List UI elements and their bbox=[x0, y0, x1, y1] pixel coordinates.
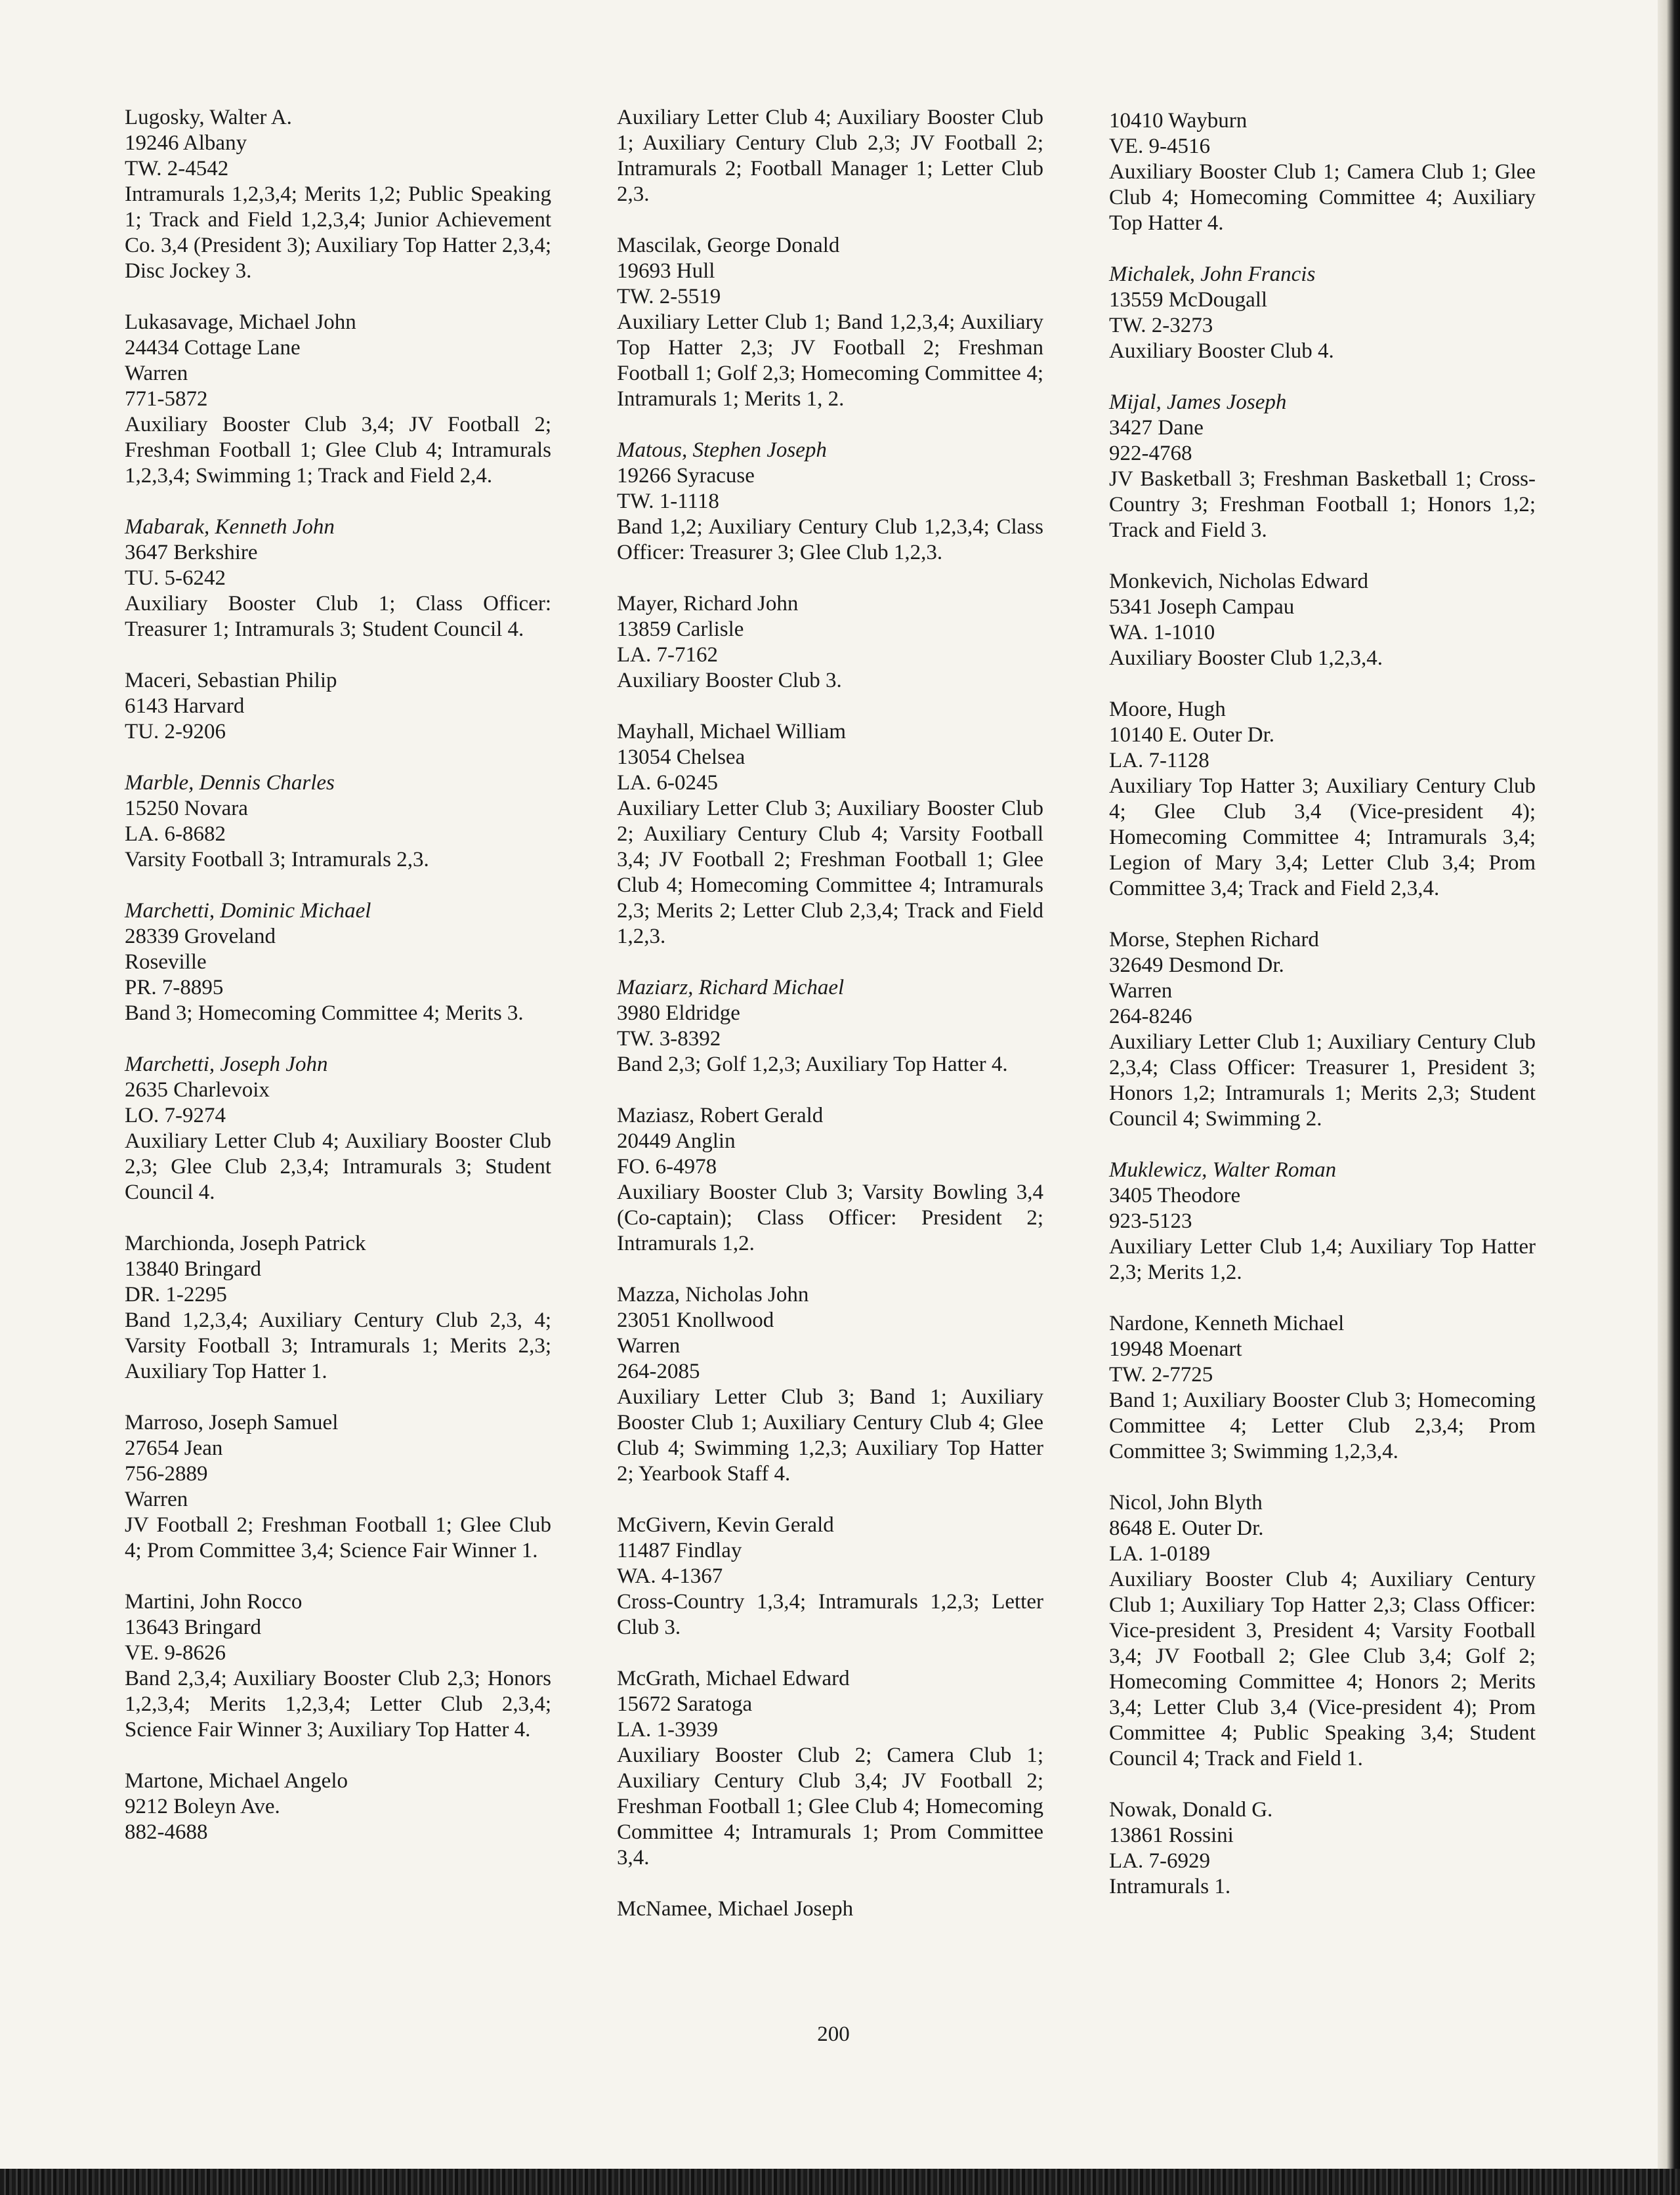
contact-line: 3427 Dane bbox=[1109, 416, 1204, 440]
directory-entry bbox=[1109, 927, 1536, 1132]
activities-text: Auxiliary Booster Club 1,2,3,4. bbox=[1109, 646, 1383, 670]
student-name: Moore, Hugh bbox=[1109, 698, 1226, 721]
contact-line: Warren bbox=[617, 1334, 681, 1358]
student-name: Marchionda, Joseph Patrick bbox=[125, 1232, 366, 1255]
activities-text: Auxiliary Letter Club 3; Auxiliary Booster Club 2; Auxiliary Century Club 4; Varsity Football 3,4; JV Football 2; Freshman Football 1; Glee Club 4; Homecoming Committee 4; Intramurals 2,3; Merits 2; Letter Club 2,3,4; Track and Field 1,2,3. bbox=[617, 797, 1043, 948]
contact-line: TW. 2-5519 bbox=[617, 285, 721, 308]
contact-line: TU. 5-6242 bbox=[125, 566, 226, 590]
directory-entry bbox=[617, 1666, 1043, 1871]
directory-entry bbox=[617, 1103, 1043, 1257]
activities-text: Auxiliary Letter Club 3; Band 1; Auxiliary Booster Club 1; Auxiliary Century Club 4; Glee Club 4; Swimming 1,2,3; Auxiliary Top Hatter 2; Yearbook Staff 4. bbox=[617, 1385, 1043, 1486]
student-name: Lukasavage, Michael John bbox=[125, 310, 356, 334]
contact-line: LA. 6-0245 bbox=[617, 771, 718, 795]
activities-text: Auxiliary Letter Club 4; Auxiliary Booster Club 1; Auxiliary Century Club 2,3; JV Football 2; Intramurals 2; Football Manager 1; Letter Club 2,3. bbox=[617, 106, 1043, 206]
directory-entry bbox=[125, 1231, 551, 1385]
contact-line: TU. 2-9206 bbox=[125, 720, 226, 743]
student-name: McGivern, Kevin Gerald bbox=[617, 1513, 834, 1537]
directory-entry bbox=[125, 105, 551, 284]
directory-entry bbox=[1109, 262, 1536, 364]
contact-line: 922-4768 bbox=[1109, 442, 1192, 465]
contact-line: 3647 Berkshire bbox=[125, 541, 258, 564]
activities-text: Auxiliary Letter Club 4; Auxiliary Booster Club 2,3; Glee Club 2,3,4; Intramurals 3; Student Council 4. bbox=[125, 1129, 551, 1204]
activities-text: Auxiliary Letter Club 1; Auxiliary Century Club 2,3,4; Class Officer: Treasurer 1, President 3; Honors 1,2; Intramurals 1; Merits 2,3; Student Council 4; Swimming 2. bbox=[1109, 1030, 1536, 1131]
directory-entry bbox=[1109, 1158, 1536, 1286]
contact-line: 264-8246 bbox=[1109, 1005, 1192, 1028]
contact-line: Warren bbox=[125, 1488, 188, 1511]
directory-entry bbox=[1109, 108, 1536, 236]
contact-line: 10410 Wayburn bbox=[1109, 109, 1248, 133]
student-name: Marble, Dennis Charles bbox=[125, 771, 335, 795]
directory-entry bbox=[617, 438, 1043, 566]
contact-line: 882-4688 bbox=[125, 1820, 208, 1844]
directory-entry bbox=[125, 770, 551, 873]
contact-line: Warren bbox=[125, 362, 188, 385]
directory-column-3 bbox=[1109, 108, 1536, 1925]
directory-entry bbox=[125, 1768, 551, 1845]
student-name: Maziasz, Robert Gerald bbox=[617, 1104, 824, 1127]
contact-line: Roseville bbox=[125, 950, 207, 974]
activities-text: Band 1,2; Auxiliary Century Club 1,2,3,4; Class Officer: Treasurer 3; Glee Club 1,2,3. bbox=[617, 515, 1043, 564]
student-name: Mijal, James Joseph bbox=[1109, 390, 1287, 414]
contact-line: 10140 E. Outer Dr. bbox=[1109, 723, 1275, 747]
student-name: Morse, Stephen Richard bbox=[1109, 928, 1319, 951]
activities-text: Band 3; Homecoming Committee 4; Merits 3. bbox=[125, 1001, 524, 1025]
student-name: Mabarak, Kenneth John bbox=[125, 515, 335, 539]
directory-entry bbox=[1109, 1490, 1536, 1772]
activities-text: Auxiliary Booster Club 1; Camera Club 1; Glee Club 4; Homecoming Committee 4; Auxiliary Top Hatter 4. bbox=[1109, 160, 1536, 235]
activities-text: Band 2,3,4; Auxiliary Booster Club 2,3; Honors 1,2,3,4; Merits 1,2,3,4; Letter Club 2,3,4; Science Fair Winner 3; Auxiliary Top Hatter 4. bbox=[125, 1667, 551, 1742]
directory-entry bbox=[617, 1513, 1043, 1641]
directory-column-1 bbox=[125, 105, 551, 1871]
contact-line: 264-2085 bbox=[617, 1360, 700, 1383]
activities-text: Auxiliary Letter Club 1; Band 1,2,3,4; Auxiliary Top Hatter 2,3; JV Football 2; Freshman Football 1; Golf 2,3; Homecoming Committee 4; Intramurals 1; Merits 1, 2. bbox=[617, 310, 1043, 411]
student-name: McNamee, Michael Joseph bbox=[617, 1897, 854, 1921]
contact-line: TW. 1-1118 bbox=[617, 490, 719, 513]
activities-text: Auxiliary Booster Club 4. bbox=[1109, 339, 1334, 363]
student-name: Matous, Stephen Joseph bbox=[617, 438, 827, 462]
contact-line: PR. 7-8895 bbox=[125, 976, 224, 999]
contact-line: 6143 Harvard bbox=[125, 694, 245, 718]
activities-text: Band 1,2,3,4; Auxiliary Century Club 2,3, 4; Varsity Football 3; Intramurals 1; Merits 2,3; Auxiliary Top Hatter 1. bbox=[125, 1308, 551, 1383]
student-name: Nicol, John Blyth bbox=[1109, 1491, 1263, 1515]
contact-line: LA. 7-6929 bbox=[1109, 1849, 1210, 1873]
contact-line: LA. 7-1128 bbox=[1109, 749, 1209, 772]
contact-line: WA. 1-1010 bbox=[1109, 621, 1215, 644]
activities-text: Auxiliary Booster Club 3; Varsity Bowling 3,4 (Co-captain); Class Officer: President 2; Intramurals 1,2. bbox=[617, 1181, 1043, 1255]
activities-text: Auxiliary Booster Club 2; Camera Club 1; Auxiliary Century Club 3,4; JV Football 2; Freshman Football 1; Glee Club 4; Homecoming Committee 4; Intramurals 1; Prom Committee 3,4. bbox=[617, 1744, 1043, 1870]
contact-line: WA. 4-1367 bbox=[617, 1564, 723, 1588]
contact-line: 19948 Moenart bbox=[1109, 1337, 1242, 1361]
student-name: Marchetti, Dominic Michael bbox=[125, 899, 371, 923]
directory-entry bbox=[617, 975, 1043, 1077]
activities-text: Auxiliary Top Hatter 3; Auxiliary Century Club 4; Glee Club 3,4 (Vice-president 4); Homecoming Committee 4; Intramurals 3,4; Legion of Mary 3,4; Letter Club 3,4; Prom Committee 3,4; Track and Field 2,3,4. bbox=[1109, 774, 1536, 900]
contact-line: 32649 Desmond Dr. bbox=[1109, 953, 1284, 977]
directory-entry bbox=[617, 105, 1043, 207]
activities-text: Auxiliary Letter Club 1,4; Auxiliary Top Hatter 2,3; Merits 1,2. bbox=[1109, 1235, 1536, 1284]
contact-line: 5341 Joseph Campau bbox=[1109, 595, 1295, 619]
contact-line: VE. 9-8626 bbox=[125, 1641, 226, 1665]
directory-entry bbox=[1109, 390, 1536, 543]
student-name: Mazza, Nicholas John bbox=[617, 1283, 809, 1307]
directory-entry bbox=[125, 310, 551, 489]
activities-text: Intramurals 1,2,3,4; Merits 1,2; Public Speaking 1; Track and Field 1,2,3,4; Junior Achievement Co. 3,4 (President 3); Auxiliary Top Hatter 2,3,4; Disc Jockey 3. bbox=[125, 182, 551, 283]
contact-line: 23051 Knollwood bbox=[617, 1308, 774, 1332]
directory-entry bbox=[617, 233, 1043, 412]
activities-text: Varsity Football 3; Intramurals 2,3. bbox=[125, 848, 429, 871]
contact-line: 19266 Syracuse bbox=[617, 464, 755, 488]
student-name: Mayhall, Michael William bbox=[617, 720, 847, 743]
contact-line: 11487 Findlay bbox=[617, 1539, 742, 1562]
page-bottom-edge bbox=[0, 2169, 1680, 2195]
contact-line: FO. 6-4978 bbox=[617, 1155, 717, 1179]
directory-entry bbox=[1109, 1311, 1536, 1465]
activities-text: Cross-Country 1,3,4; Intramurals 1,2,3; Letter Club 3. bbox=[617, 1590, 1043, 1639]
page-edge-shadow bbox=[1658, 0, 1680, 2195]
directory-entry bbox=[617, 591, 1043, 694]
contact-line: 771-5872 bbox=[125, 387, 208, 411]
contact-line: 2635 Charlevoix bbox=[125, 1078, 270, 1102]
contact-line: 13859 Carlisle bbox=[617, 617, 744, 641]
directory-entry bbox=[125, 514, 551, 642]
directory-entry bbox=[1109, 569, 1536, 671]
contact-line: 27654 Jean bbox=[125, 1436, 223, 1460]
activities-text: Auxiliary Booster Club 3. bbox=[617, 669, 842, 692]
contact-line: LA. 7-7162 bbox=[617, 643, 718, 667]
contact-line: 15672 Saratoga bbox=[617, 1692, 753, 1716]
student-name: Lugosky, Walter A. bbox=[125, 106, 292, 129]
contact-line: 8648 E. Outer Dr. bbox=[1109, 1516, 1264, 1540]
activities-text: JV Basketball 3; Freshman Basketball 1; Cross-Country 3; Freshman Football 1; Honors 1,2; Track and Field 3. bbox=[1109, 467, 1536, 542]
contact-line: 923-5123 bbox=[1109, 1209, 1192, 1233]
contact-line: 13054 Chelsea bbox=[617, 745, 746, 769]
contact-line: TW. 2-4542 bbox=[125, 157, 229, 180]
contact-line: TW. 3-8392 bbox=[617, 1027, 721, 1051]
contact-line: LA. 1-3939 bbox=[617, 1718, 718, 1742]
contact-line: 24434 Cottage Lane bbox=[125, 336, 301, 360]
activities-text: JV Football 2; Freshman Football 1; Glee Club 4; Prom Committee 3,4; Science Fair Winner 1. bbox=[125, 1513, 551, 1562]
activities-text: Auxiliary Booster Club 1; Class Officer: Treasurer 1; Intramurals 3; Student Council 4. bbox=[125, 592, 551, 641]
student-name: Mayer, Richard John bbox=[617, 592, 799, 616]
directory-entry bbox=[1109, 697, 1536, 902]
student-name: Maziarz, Richard Michael bbox=[617, 976, 845, 999]
student-name: McGrath, Michael Edward bbox=[617, 1667, 850, 1690]
student-name: Nowak, Donald G. bbox=[1109, 1798, 1273, 1822]
directory-entry bbox=[125, 1410, 551, 1564]
activities-text: Band 1; Auxiliary Booster Club 3; Homecoming Committee 4; Letter Club 2,3,4; Prom Committee 3; Swimming 1,2,3,4. bbox=[1109, 1389, 1536, 1463]
directory-entry bbox=[125, 898, 551, 1026]
contact-line: TW. 2-3273 bbox=[1109, 314, 1213, 337]
activities-text: Auxiliary Booster Club 3,4; JV Football 2; Freshman Football 1; Glee Club 4; Intramurals 1,2,3,4; Swimming 1; Track and Field 2,4. bbox=[125, 413, 551, 488]
contact-line: 3405 Theodore bbox=[1109, 1184, 1241, 1207]
student-name: Monkevich, Nicholas Edward bbox=[1109, 570, 1368, 593]
contact-line: TW. 2-7725 bbox=[1109, 1363, 1213, 1387]
directory-entry bbox=[125, 1052, 551, 1205]
contact-line: 28339 Groveland bbox=[125, 925, 276, 948]
contact-line: LA. 1-0189 bbox=[1109, 1542, 1210, 1566]
contact-line: 13559 McDougall bbox=[1109, 288, 1268, 312]
directory-entry bbox=[125, 668, 551, 745]
contact-line: VE. 9-4516 bbox=[1109, 135, 1210, 158]
activities-text: Auxiliary Booster Club 4; Auxiliary Century Club 1; Auxiliary Top Hatter 2,3; Class Officer: Vice-president 3, President 4; Varsity Football 3,4; JV Football 2; Glee Club 3,4; Golf 2; Homecoming Committee 4; Honors 2; Merits 3,4; Letter Club 3,4 (Vice-president 4); Prom Committee 4; Public Speaking 3,4; Student Council 4; Track and Field 1. bbox=[1109, 1568, 1536, 1770]
contact-line: 19246 Albany bbox=[125, 131, 247, 155]
student-name: Muklewicz, Walter Roman bbox=[1109, 1158, 1337, 1182]
contact-line: DR. 1-2295 bbox=[125, 1283, 227, 1307]
contact-line: 756-2889 bbox=[125, 1462, 208, 1486]
activities-text: Intramurals 1. bbox=[1109, 1875, 1231, 1898]
contact-line: Warren bbox=[1109, 979, 1173, 1003]
directory-entry bbox=[617, 719, 1043, 950]
student-name: Marroso, Joseph Samuel bbox=[125, 1411, 339, 1434]
student-name: Marchetti, Joseph John bbox=[125, 1053, 328, 1076]
contact-line: LO. 7-9274 bbox=[125, 1104, 226, 1127]
directory-entry bbox=[125, 1589, 551, 1743]
directory-entry bbox=[617, 1282, 1043, 1487]
contact-line: 15250 Novara bbox=[125, 797, 248, 820]
activities-text: Band 2,3; Golf 1,2,3; Auxiliary Top Hatter 4. bbox=[617, 1053, 1008, 1076]
student-name: Mascilak, George Donald bbox=[617, 234, 840, 257]
contact-line: LA. 6-8682 bbox=[125, 822, 226, 846]
contact-line: 3980 Eldridge bbox=[617, 1001, 740, 1025]
student-name: Maceri, Sebastian Philip bbox=[125, 669, 337, 692]
contact-line: 13840 Bringard bbox=[125, 1257, 262, 1281]
student-name: Martone, Michael Angelo bbox=[125, 1769, 348, 1793]
student-name: Michalek, John Francis bbox=[1109, 262, 1316, 286]
directory-column-2 bbox=[617, 105, 1043, 1948]
student-name: Martini, John Rocco bbox=[125, 1590, 303, 1614]
page-number: 200 bbox=[817, 2022, 850, 2046]
contact-line: 20449 Anglin bbox=[617, 1129, 736, 1153]
contact-line: 13861 Rossini bbox=[1109, 1824, 1234, 1847]
contact-line: 13643 Bringard bbox=[125, 1616, 262, 1639]
directory-entry bbox=[617, 1896, 1043, 1922]
directory-entry bbox=[1109, 1797, 1536, 1900]
student-name: Nardone, Kenneth Michael bbox=[1109, 1312, 1345, 1335]
contact-line: 19693 Hull bbox=[617, 259, 715, 283]
contact-line: 9212 Boleyn Ave. bbox=[125, 1795, 280, 1818]
